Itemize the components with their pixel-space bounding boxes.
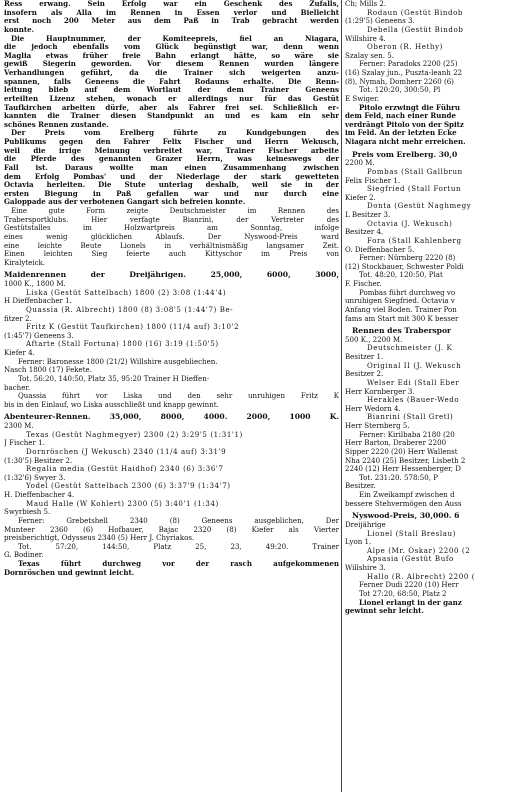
right-text-line: Herr Sternberg 5.: [345, 422, 410, 430]
left-result-line: Quassia (R. Albrecht) 1800 (8) 3:08'5 (1:44'7) Be-: [26, 305, 234, 314]
left-text-line: die Pferde des genannten Grazer Herrn, was keineswegs der: [4, 155, 339, 164]
left-text-line: Fall ist. Daraus wollte man einen Zusammenhang zwischen: [4, 163, 339, 172]
right-text-line: Tot. 120:20, 300:50, Pl: [359, 86, 441, 95]
right-text-line: 2200 M.: [345, 159, 375, 168]
left-text-line: Trabersportklubs. Hier verfagte Bianrini, der Vertreter des: [4, 215, 339, 224]
right-text-line: Ferner: Nürnberg 2220 (8): [359, 254, 456, 263]
right-text-line: im Feld. An der letzten Ecke: [345, 129, 457, 138]
right-text-line: Ch; Mills 2.: [345, 0, 387, 8]
right-result-line: Original II (J. Wekusch: [367, 361, 462, 370]
left-text-line: bacher.: [4, 383, 31, 392]
right-text-line: O. Dieffenbacher 5.: [345, 245, 415, 254]
left-text-line: G. Bodiner.: [4, 551, 44, 560]
left-text-line: Tot. 57:20, 144:50, Platz 25, 23, 49:20. Trainer: [18, 542, 339, 551]
left-text-line: Einen leichten Sieg feierte auch Kittyschor im Preis von: [4, 250, 339, 259]
right-result-line: Fora (Stall Kahlenberg: [367, 236, 462, 245]
left-result-line: Maud Halle (W Kohlert) 2300 (5) 3:40'1 (1:34): [26, 499, 219, 508]
right-text-line: Tot. 48:20, 120:50, Plat: [359, 271, 443, 280]
right-text-line: Besitzer 1.: [345, 353, 384, 361]
left-result-line: Fritz K (Gestüt Taufkirchen) 1800 (11/4 auf) 3:10'2: [26, 323, 240, 332]
right-result-line: Octavia (J. Wekusch): [367, 219, 453, 228]
right-text-line: (12) Stockbauer, Schwester Poldi: [345, 262, 464, 271]
left-text-line: H Dieffenbacher 1.: [4, 297, 72, 306]
left-text-line: erst noch 200 Meter aus dem Paß in Trab gebracht werden: [4, 17, 339, 26]
left-text-line: Eine gute Form zeigte Deutschmeister im Rennen des: [11, 207, 339, 215]
right-result-line: Oberon (R. Hethy): [367, 43, 443, 52]
left-text-line: Octavia herleiten. Die Stute unterlag deshalb, weil sie in der: [4, 181, 339, 190]
right-text-line: Lionel erlangt in der ganz: [359, 598, 462, 607]
left-text-line: insofern als Alla im Rennen in Essen verlor und Bielleicht: [4, 8, 339, 17]
right-text-line: Ferner Dudi 2220 (10) Herr: [359, 581, 459, 590]
left-text-line: Verhandlungen geführt, da die Trainer sich weigerten anzu-: [4, 69, 339, 77]
right-text-line: verdrängt Pitolo von der Spitz: [345, 120, 464, 129]
right-text-line: Felix Fischer 1.: [345, 176, 401, 185]
left-text-line: ersten Biegung in Paß gefallen war und nur durch eine: [4, 189, 339, 198]
left-text-line: eines wenig glücklichen Ablaufs. Der Nyswood-Preis ward: [4, 232, 339, 241]
right-text-line: Willshire 4.: [345, 34, 386, 43]
left-text-line: (1:45'7) Geneens 3.: [4, 331, 74, 340]
right-text-line: F. Fischer.: [345, 280, 382, 288]
right-text-line: Kiefer 2.: [345, 193, 376, 202]
right-text-line: Herr Wedorn 4.: [345, 404, 401, 413]
left-text-line: dem Erfolg Pombas' und der Niederlage der stark gewetteten: [4, 172, 339, 181]
left-text-line: (1:32'6) Swyer 3.: [4, 473, 66, 482]
right-text-line: Szalay sen. 5.: [345, 51, 394, 60]
right-text-line: Willshire 3.: [345, 564, 386, 572]
right-text-line: Niagara nicht mehr erreichen.: [345, 138, 466, 146]
left-result-line: Regalia media (Gestüt Haidhof) 2340 (6) 3:36'7: [26, 465, 224, 474]
right-text-line: Dreijährige: [345, 520, 386, 529]
right-result-line: Alpe (Mr. Oskar) 2200 (2: [367, 546, 471, 555]
left-text-line: spannen, falls Geneens die Fahrt Rodauns erhalte. Die Renn-: [4, 77, 339, 86]
right-result-line: Siegfried (Stall Fortun: [367, 185, 462, 194]
left-text-line: gewiß Siegerin geworden. Vor diesem Rennen wurden längere: [4, 60, 339, 69]
right-race-heading: Rennen des Traberspor: [352, 327, 452, 336]
right-text-line: bessere Stehvermögen den Auss: [345, 499, 462, 508]
left-text-line: eine leichte Beute Lionels in verhältnismäßig langsamer Zeit.: [4, 241, 339, 250]
left-text-line: die jedoch ebenfalls vom Glück begünstigt war, denn wenn: [4, 43, 339, 52]
right-text-line: (1:29'5) Geneens 3.: [345, 17, 415, 26]
right-text-line: Anfang viel Boden. Trainer Pon: [345, 305, 457, 314]
left-text-line: Ress erwang. Sein Erfolg war ein Geschenk des Zufalls,: [4, 0, 339, 8]
left-text-line: Texas führt durchweg vor der rasch aufgekommenen: [18, 560, 339, 568]
left-text-line: konnte.: [4, 25, 35, 34]
left-text-line: Tot. 56:20, 140:50, Platz 35, 95:20 Trainer H Dieffen-: [18, 374, 210, 383]
right-text-line: Besitzer.: [345, 482, 376, 491]
left-text-line: Kiralyteick.: [4, 258, 46, 267]
right-race-heading: Preis vom Erelberg. 30,0: [352, 150, 458, 159]
right-text-line: Sipper 2220 (20) Herr Wallenst: [345, 447, 458, 456]
left-text-line: J Fischer 1.: [4, 439, 45, 448]
left-result-line: Yodel (Gestüt Sattelbach 2300 (6) 3:37'9 (1:34'7): [26, 482, 231, 491]
right-result-line: Herakles (Bauer-Wedo: [367, 396, 460, 405]
right-text-line: 2240 (12) Herr Hessenberger, D: [345, 465, 461, 474]
left-text-line: Galoppade aus der verbotenen Gangart sich befreien konnte.: [4, 198, 246, 207]
left-text-line: bis in den Einlauf, wo Liska ausschließt und knapp gewinnt.: [4, 400, 219, 409]
left-text-line: Die Hauptnummer, der Komiteepreis, fiel an Niagara,: [11, 34, 339, 43]
right-text-line: unruhigen Siegfried. Octavia v: [345, 297, 455, 306]
left-text-line: 2300 M.: [4, 422, 34, 430]
left-text-line: Kiefer 4.: [4, 349, 35, 357]
left-text-line: Ferner: Baronesse 1800 (21/2) Willshire ausgebliechen.: [18, 357, 218, 366]
left-race-heading: Abenteurer-Rennen. 35,000, 8000, 4000. 2000, 1000 K.: [4, 413, 339, 422]
column-divider: [341, 0, 342, 792]
right-text-line: Herr Barton, Draberer 2200: [345, 439, 447, 448]
right-result-line: Deutschmeister (J. K: [367, 344, 453, 353]
left-text-line: weil die irrige Meinung verbreitet war, Trainer Fischer arbeite: [4, 146, 339, 155]
left-text-line: schönes Rennen zustande.: [4, 120, 109, 129]
left-text-line: fitzer 2.: [4, 314, 32, 323]
right-race-heading: Nyswood-Preis, 30,000. 6: [352, 512, 460, 521]
right-text-line: 500 K., 2200 M.: [345, 335, 403, 344]
right-text-line: Herr Kornberger 3.: [345, 387, 415, 396]
right-result-line: Lionel (Stall Breslau): [367, 529, 457, 538]
left-text-line: Nasch 1800 (17) Fekete.: [4, 366, 92, 375]
right-text-line: Lyon 1.: [345, 538, 372, 547]
right-text-line: Tot. 231:20. 578:50, P: [359, 473, 438, 482]
right-text-line: Besitzer 4.: [345, 228, 384, 237]
left-result-line: Aftarte (Stall Fortuna) 1800 (16) 3:19 (1:50'5): [26, 340, 219, 349]
left-text-line: (1:30'5) Besitzer 2.: [4, 456, 73, 465]
right-text-line: Pitolo erzwingt die Führu: [359, 103, 460, 112]
right-result-line: Apsasia (Gestüt Bufo: [367, 555, 454, 564]
right-text-line: Tot 27:20, 68:50, Platz 2: [359, 589, 447, 598]
right-text-line: Pombas führt durchweg vo: [359, 288, 456, 297]
left-text-line: Swyrbiesh 5.: [4, 508, 51, 517]
left-text-line: preisberichtigt, Odysseus 2340 (5) Herr J. Chyriakos.: [4, 534, 195, 543]
left-column: [4, 0, 339, 792]
left-text-line: Gestütstalles im Holzwartpreis am Sonntag, infolge: [4, 224, 339, 233]
right-result-line: Bianrini (Stall Gretl): [367, 413, 454, 422]
left-text-line: Taufkirchen arbeiten dürfe, aber als Fahrer frei sei. Schließlich er-: [4, 103, 339, 112]
right-result-line: Donta (Gestüt Naghmegy: [367, 202, 472, 211]
left-text-line: leitung blieb auf dem Wortlaut der dem Trainer Geneens: [4, 86, 339, 95]
right-text-line: E Swiger.: [345, 94, 380, 103]
right-text-line: gewinnt sehr leicht.: [345, 607, 424, 616]
left-text-line: erteilten Lizenz stehen, wonach er allerdings nur für das Gestüt: [4, 94, 339, 103]
right-text-line: fams am Start mit 300 K besser: [345, 314, 459, 323]
left-race-heading: Maidenrennen der Dreijährigen. 25,000, 6000, 3000,: [4, 271, 339, 280]
left-text-line: kannten die Trainer diesen Standpunkt an und es kam ein sehr: [4, 112, 339, 121]
right-result-line: Welser Edi (Stall Eber: [367, 378, 460, 387]
left-text-line: 1000 K., 1800 M.: [4, 280, 66, 288]
right-column: [345, 0, 512, 792]
left-text-line: H. Dieffenbacher 4.: [4, 491, 75, 499]
left-result-line: Dornröschen (J Wekusch) 2340 (11/4 auf) 3:31'9: [26, 447, 227, 456]
left-result-line: Texas (Gestüt Naghmegyer) 2300 (2) 3:29'5 (1:31'1): [26, 430, 243, 439]
right-text-line: (8), Nymah, Domherr 2260 (6): [345, 77, 454, 86]
right-text-line: Besitzer 2.: [345, 370, 384, 379]
left-text-line: Dornröschen und gewinnt leicht.: [4, 568, 135, 577]
right-text-line: L Besitzer 3.: [345, 211, 391, 219]
left-text-line: Quassia führt vor Liska und den sehr unruhigen Fritz K: [18, 392, 339, 401]
right-text-line: (16) Szalay jun., Puszta-leanh 22: [345, 69, 463, 77]
right-result-line: Debella (Gestüt Bindob: [367, 25, 464, 34]
right-result-line: Hallo (R. Albrecht) 2200 (: [367, 572, 476, 581]
left-text-line: Munteer 2360 (6) Hofbauer, Bajac 2320 (8) Kiefer als Vierter: [4, 525, 339, 534]
left-text-line: Der Preis vom Erelberg führte zu Kundgebungen des: [11, 129, 339, 138]
left-text-line: Ferner: Grebetshell 2340 (8) Geneens ausgeblichen, Der: [18, 516, 339, 525]
right-text-line: dem Feld, nach einer Runde: [345, 112, 456, 121]
right-result-line: Pombas (Stall Gallbrun: [367, 167, 463, 176]
right-text-line: Ein Zweikampf zwischen d: [359, 491, 455, 499]
left-text-line: Maglia etwas früher freie Bahn erlangt hätte, so wäre sie: [4, 51, 339, 60]
right-text-line: Nha 2240 (25) Besitzer, Lisbeth 2: [345, 456, 466, 465]
left-result-line: Liska (Gestüt Sattelbach) 1800 (2) 3:08 (1:44'4): [26, 288, 227, 297]
right-text-line: Ferner: Kirilbaba 2180 (20: [359, 430, 455, 439]
right-result-line: Rodaun (Gestüt Bindob: [367, 8, 464, 17]
right-text-line: Ferner: Paradoks 2200 (25): [359, 60, 458, 69]
left-text-line: Publikums gegen den Fahrer Felix Fischer und Herrn Wekusch,: [4, 138, 339, 146]
